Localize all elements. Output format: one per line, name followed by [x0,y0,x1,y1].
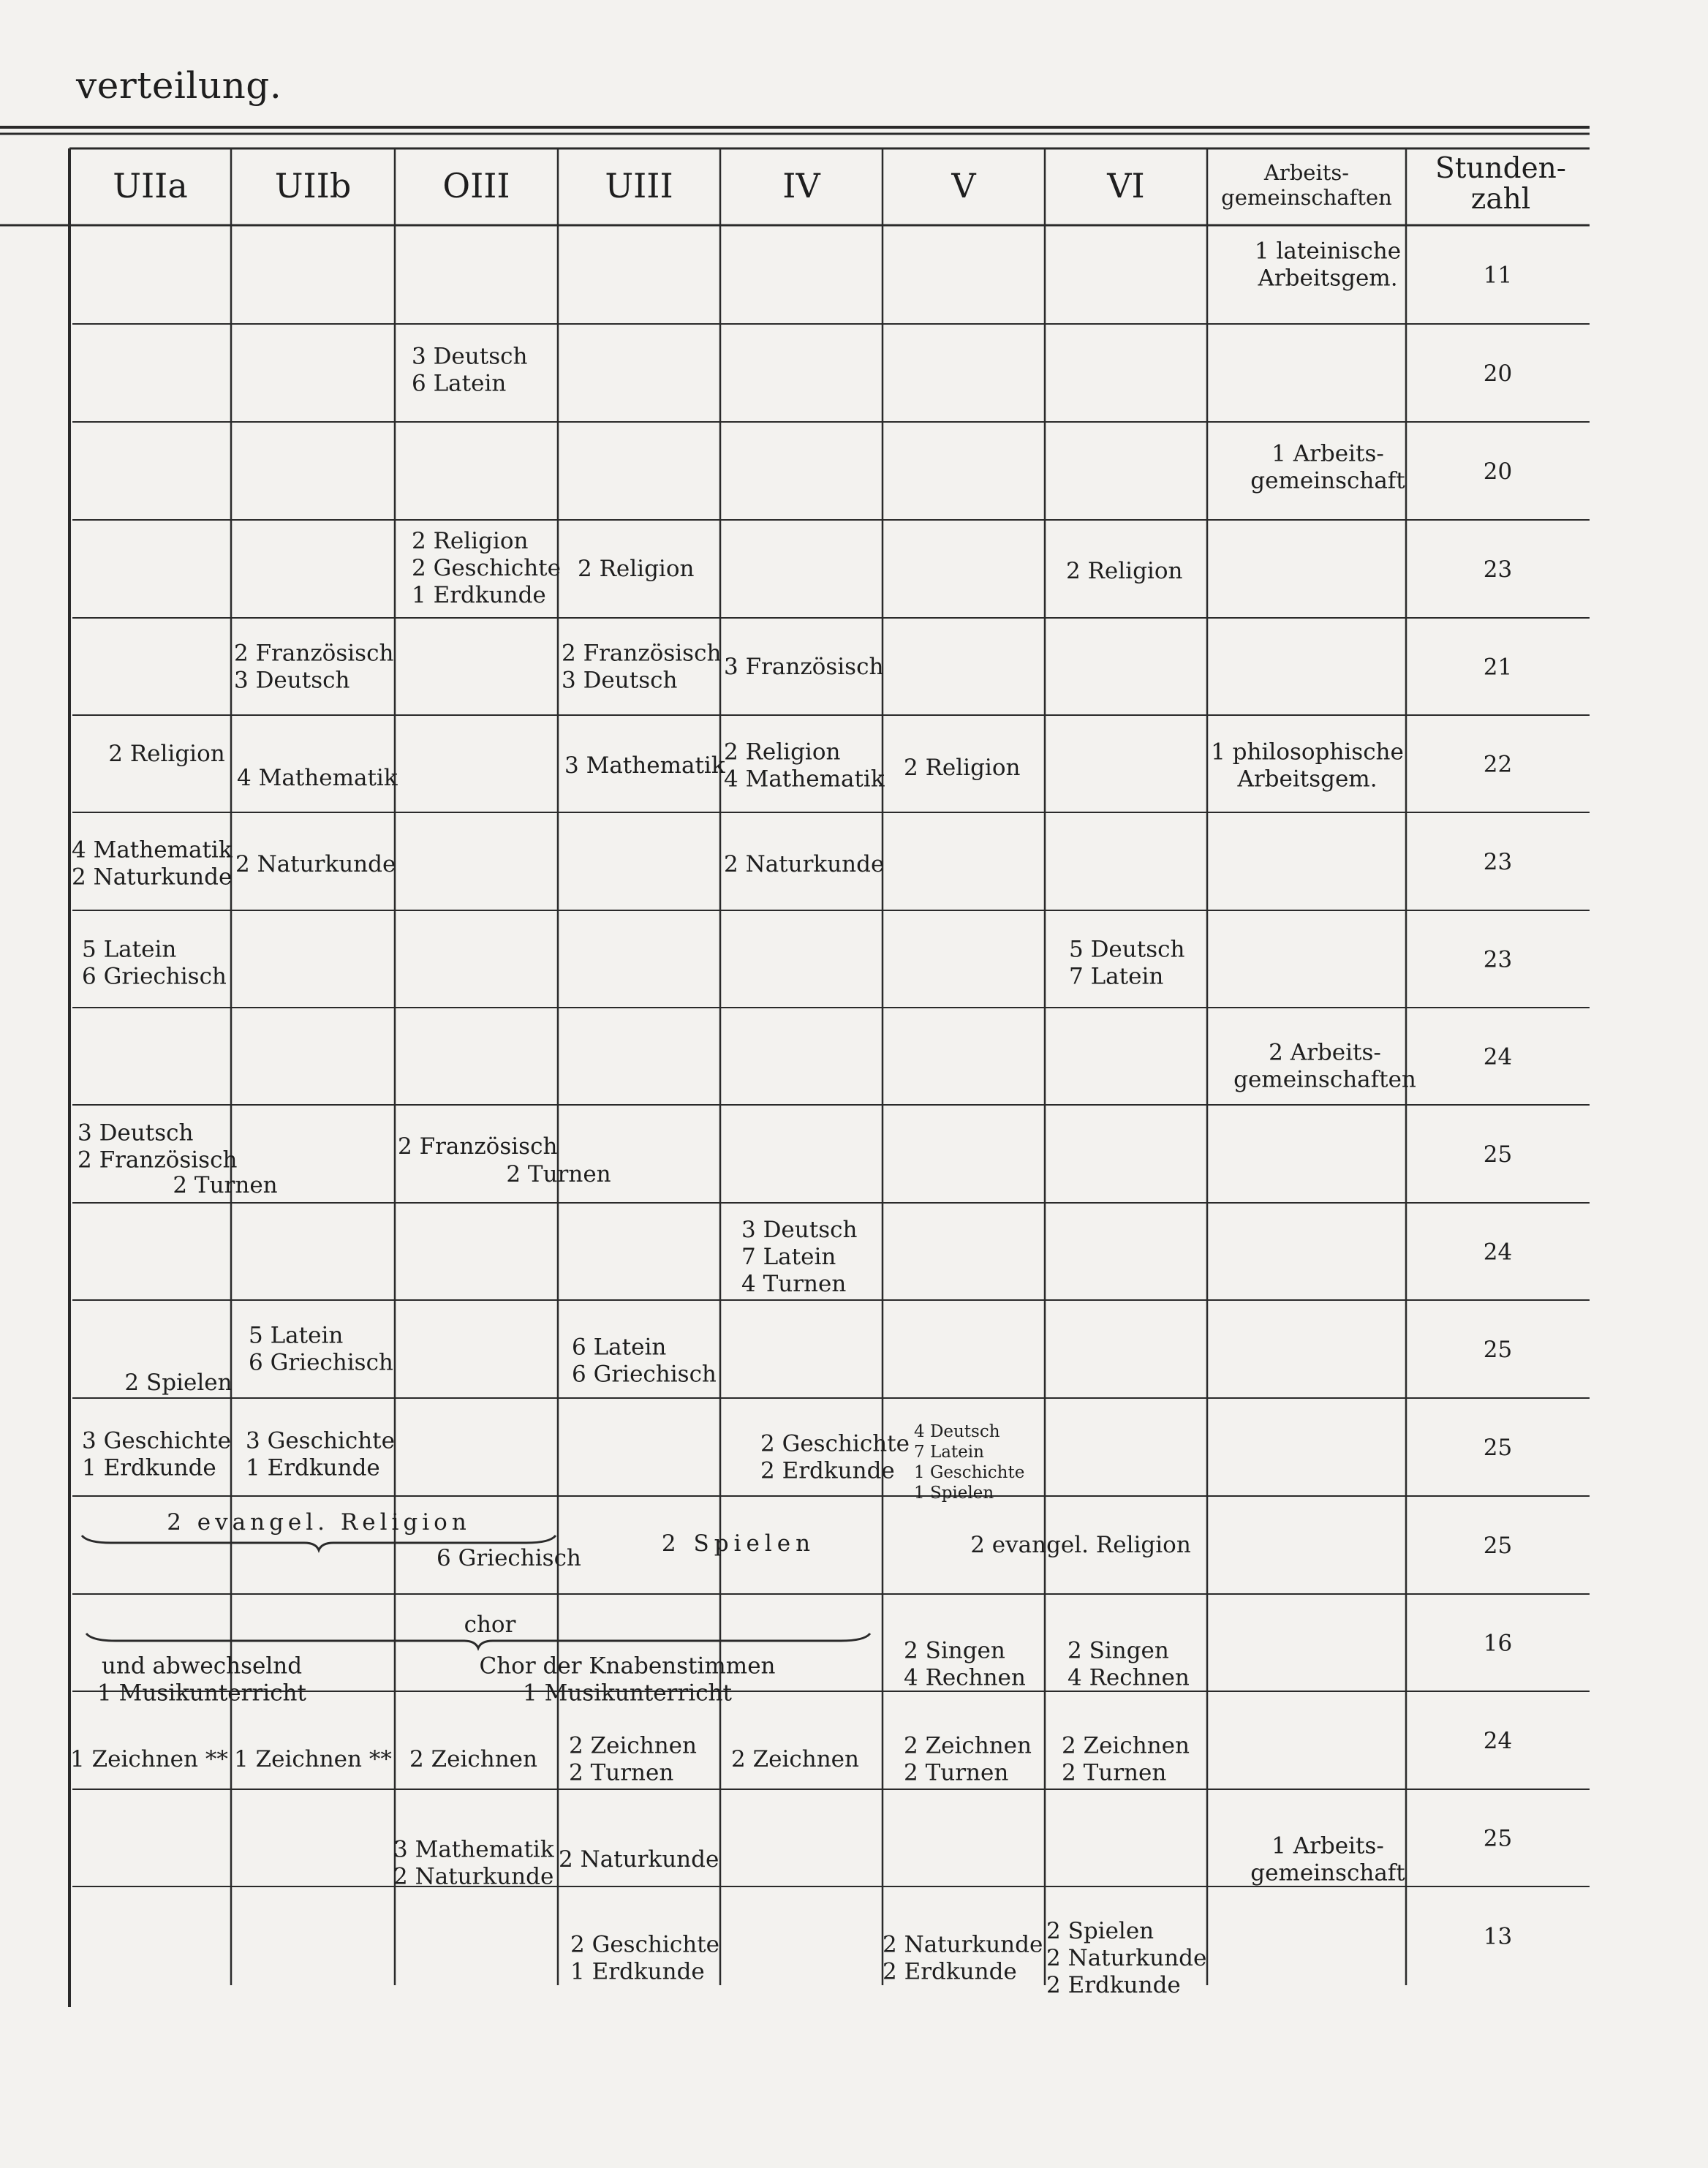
timetable-cell [1233,1040,1416,1093]
cell-text: 5 Deutsch [1069,936,1185,963]
cell-text: 2 Turnen [569,1759,674,1786]
row-total: 24 [1483,1728,1513,1754]
column-header-iv: IV [782,166,820,205]
cell-text: 1 Erdkunde [412,582,546,608]
timetable-cell [724,739,885,793]
timetable-cell [724,851,884,877]
row-total: 24 [1483,1239,1513,1266]
timetable-cell [662,1530,815,1557]
cell-text: 1 Zeichnen ** [70,1746,228,1772]
timetable-cell [572,1334,717,1388]
cell-text: 6 Griechisch [249,1349,393,1376]
cell-text: 2 Religion [1066,558,1183,584]
cell-text: 6 Latein [572,1334,667,1361]
cell-text: 1 lateinische [1254,238,1402,265]
cell-text: 2 Turnen [173,1172,278,1198]
timetable-cell [904,755,1021,781]
timetable-cell [82,1428,231,1481]
timetable-cell [724,654,883,680]
cell-text: gemeinschaften [1233,1066,1416,1093]
cell-text: 2 Erdkunde [883,1958,1017,1985]
row-total: 11 [1483,262,1513,289]
timetable-cell [249,1323,393,1376]
timetable-cell [741,1217,857,1297]
cell-text: 4 Rechnen [904,1664,1026,1691]
timetable-cell [904,1638,1026,1691]
timetable-cell [412,344,527,397]
cell-text: 7 Latein [914,1443,984,1462]
column-header-vi: VI [1107,166,1145,205]
timetable-cell [578,556,695,582]
cell-text: 2 Französisch [562,640,722,667]
row-total: 20 [1483,360,1513,387]
cell-text: 5 Latein [82,936,177,963]
cell-text: 2 Religion [904,755,1021,781]
cell-text: 2 Arbeits- [1269,1039,1381,1066]
timetable-cell [1250,1833,1405,1886]
cell-text: 2 Spielen [124,1370,233,1396]
cell-text: 6 Latein [412,370,507,397]
timetable-cell [731,1746,859,1772]
cell-text: 2 Religion [108,741,225,767]
timetable-cell [235,851,396,877]
cell-text: 7 Latein [741,1244,836,1270]
cell-text: 2 Singen [904,1637,1005,1664]
cell-text: und abwechselnd [101,1653,303,1680]
cell-text: 3 Französisch [724,654,884,680]
cell-text: 3 Mathematik [393,1836,554,1863]
cell-text: 6 Griechisch [82,963,227,990]
timetable-cell [234,1746,392,1772]
timetable-cell [412,528,561,608]
timetable-cell [1066,558,1183,584]
cell-text: 3 Deutsch [562,667,678,694]
timetable-cell [167,1509,471,1536]
cell-text: 2 Naturkunde [1046,1945,1207,1971]
cell-text: 2 Naturkunde [724,851,885,877]
timetable-cell [72,837,233,891]
cell-text: 2 Erdkunde [1046,1972,1181,1998]
cell-text: 2 Spielen [661,1530,816,1557]
cell-text: 1 Musikunterricht [523,1680,732,1707]
cell-text: gemeinschaft [1250,1859,1405,1886]
timetable-cell [82,937,227,990]
timetable-cell [570,1932,719,1985]
timetable-cell [393,1837,554,1890]
timetable-cell [883,1932,1043,1985]
cell-text: chor [464,1612,516,1638]
timetable-cell [398,1133,557,1160]
cell-text: 4 Mathematik [72,836,233,864]
timetable-cell [562,641,721,694]
cell-text: 2 evangel. Religion [970,1532,1191,1558]
cell-text: 2 Zeichnen [1062,1732,1190,1759]
row-total: 23 [1483,849,1513,875]
timetable-cell [1250,441,1405,494]
cell-text: 2 Naturkunde [72,864,233,891]
column-header-stundenzahl: zahl [1470,183,1531,216]
timetable-cell [78,1120,237,1174]
cell-text: 2 Geschichte [412,555,561,581]
row-total: 20 [1483,458,1513,485]
cell-text: 1 Geschichte [914,1463,1025,1482]
column-header-arbeitsgemeinschaften: Arbeits- [1263,160,1350,185]
column-header-uiii: UIII [605,166,673,205]
cell-text: 2 Naturkunde [393,1863,554,1890]
cell-text: Arbeitsgem. [1258,265,1398,292]
timetable-cell [1255,238,1401,292]
timetable-cell [569,1733,697,1786]
cell-text: 2 Erdkunde [760,1457,895,1484]
timetable-cell [1046,1918,1206,1998]
row-total: 25 [1483,1435,1513,1461]
timetable-cell [437,1545,581,1571]
cell-text: 4 Rechnen [1068,1664,1190,1691]
timetable-cell [914,1422,1024,1503]
timetable-cell [409,1746,537,1772]
column-header-oiii: OIII [442,166,510,205]
timetable-cell [1068,1638,1190,1691]
timetable-cell [1062,1733,1190,1786]
column-header-arbeitsgemeinschaften: gemeinschaften [1221,185,1392,210]
cell-text: 2 Naturkunde [235,851,396,877]
cell-text: 4 Mathematik [237,765,398,791]
cell-text: 6 Griechisch [572,1361,717,1388]
cell-text: Arbeitsgem. [1237,766,1378,793]
cell-text: 2 Zeichnen [731,1746,859,1772]
row-total: 25 [1483,1141,1513,1168]
timetable-cell [1069,937,1184,990]
page-title: verteilung. [76,64,282,107]
cell-text: 2 Geschichte [570,1931,719,1958]
row-total: 21 [1483,654,1513,681]
cell-text: 3 Deutsch [234,667,350,694]
row-total: 13 [1483,1923,1513,1950]
cell-text: 3 Deutsch [412,343,528,370]
cell-text: 2 Religion [578,556,695,582]
cell-text: 6 Griechisch [437,1545,581,1571]
cell-text: 1 philosophische [1211,739,1404,766]
cell-text: 3 Deutsch [741,1217,858,1243]
cell-text: 2 Französisch [398,1133,558,1160]
timetable-cell [237,765,398,791]
row-total: 23 [1483,556,1513,583]
cell-text: 4 Mathematik [724,766,885,793]
cell-text: 2 Singen [1068,1637,1169,1664]
cell-text: 2 Turnen [506,1161,611,1187]
cell-text: 2 Religion [724,739,841,766]
cell-text: 1 Erdkunde [570,1958,705,1985]
cell-text: 2 Naturkunde [559,1846,719,1873]
row-total: 22 [1483,751,1513,778]
cell-text: 2 Französisch [78,1147,238,1174]
row-total: 16 [1483,1630,1513,1657]
cell-text: 1 Erdkunde [82,1454,216,1481]
timetable-cell [234,641,393,694]
timetable-cell [479,1653,775,1707]
cell-text: 2 evangel. Religion [167,1509,471,1536]
cell-text: 2 Geschichte [760,1430,910,1457]
row-total: 23 [1483,946,1513,973]
cell-text: 1 Arbeits- [1271,1832,1384,1859]
timetable-cell [559,1846,719,1873]
cell-text: 1 Arbeits- [1271,440,1384,467]
cell-text: 1 Zeichnen ** [234,1746,392,1772]
row-total: 25 [1483,1825,1513,1852]
cell-text: 5 Latein [249,1322,344,1349]
cell-text: 2 Zeichnen [904,1732,1032,1759]
timetable-cell [97,1653,307,1707]
timetable-cell [1211,739,1404,793]
timetable-cell [108,741,225,767]
timetable-cell [464,1612,516,1638]
cell-text: 4 Deutsch [914,1422,1000,1441]
cell-text: 3 Mathematik [564,752,725,779]
timetable-cell [70,1746,228,1772]
timetable-cell [970,1532,1191,1558]
cell-text: 2 Zeichnen [409,1746,537,1772]
cell-text: Chor der Knabenstimmen [479,1653,776,1680]
cell-text: 1 Erdkunde [246,1454,380,1481]
cell-text: 2 Spielen [1046,1918,1155,1944]
cell-text: 1 Musikunterricht [97,1680,306,1707]
column-header-v: V [951,166,976,205]
timetable-cell [246,1428,395,1481]
cell-text: 4 Turnen [741,1271,847,1297]
timetable-cell [506,1161,611,1187]
timetable-cell [904,1733,1032,1786]
cell-text: 2 Naturkunde [883,1931,1043,1958]
cell-text: 2 Turnen [1062,1759,1167,1786]
timetable-cell [760,1431,910,1484]
column-header-uiia: UIIa [113,166,188,205]
timetable-cell [564,752,725,779]
column-header-stundenzahl: Stunden- [1435,152,1566,185]
timetable-cell [124,1370,232,1396]
cell-text: 3 Deutsch [78,1119,194,1147]
row-total: 25 [1483,1533,1513,1559]
cell-text: 2 Turnen [904,1759,1009,1786]
row-total: 25 [1483,1337,1513,1363]
cell-text: 3 Geschichte [82,1427,231,1454]
cell-text: gemeinschaft [1250,467,1405,494]
cell-text: 2 Französisch [234,640,394,667]
timetable-cell [173,1172,277,1198]
cell-text: 3 Geschichte [246,1427,395,1454]
column-header-uiib: UIIb [274,166,352,205]
cell-text: 2 Zeichnen [569,1732,697,1759]
cell-text: 2 Religion [412,528,529,554]
cell-text: 1 Spielen [914,1484,994,1503]
cell-text: 7 Latein [1069,963,1164,990]
row-total: 24 [1483,1043,1513,1070]
